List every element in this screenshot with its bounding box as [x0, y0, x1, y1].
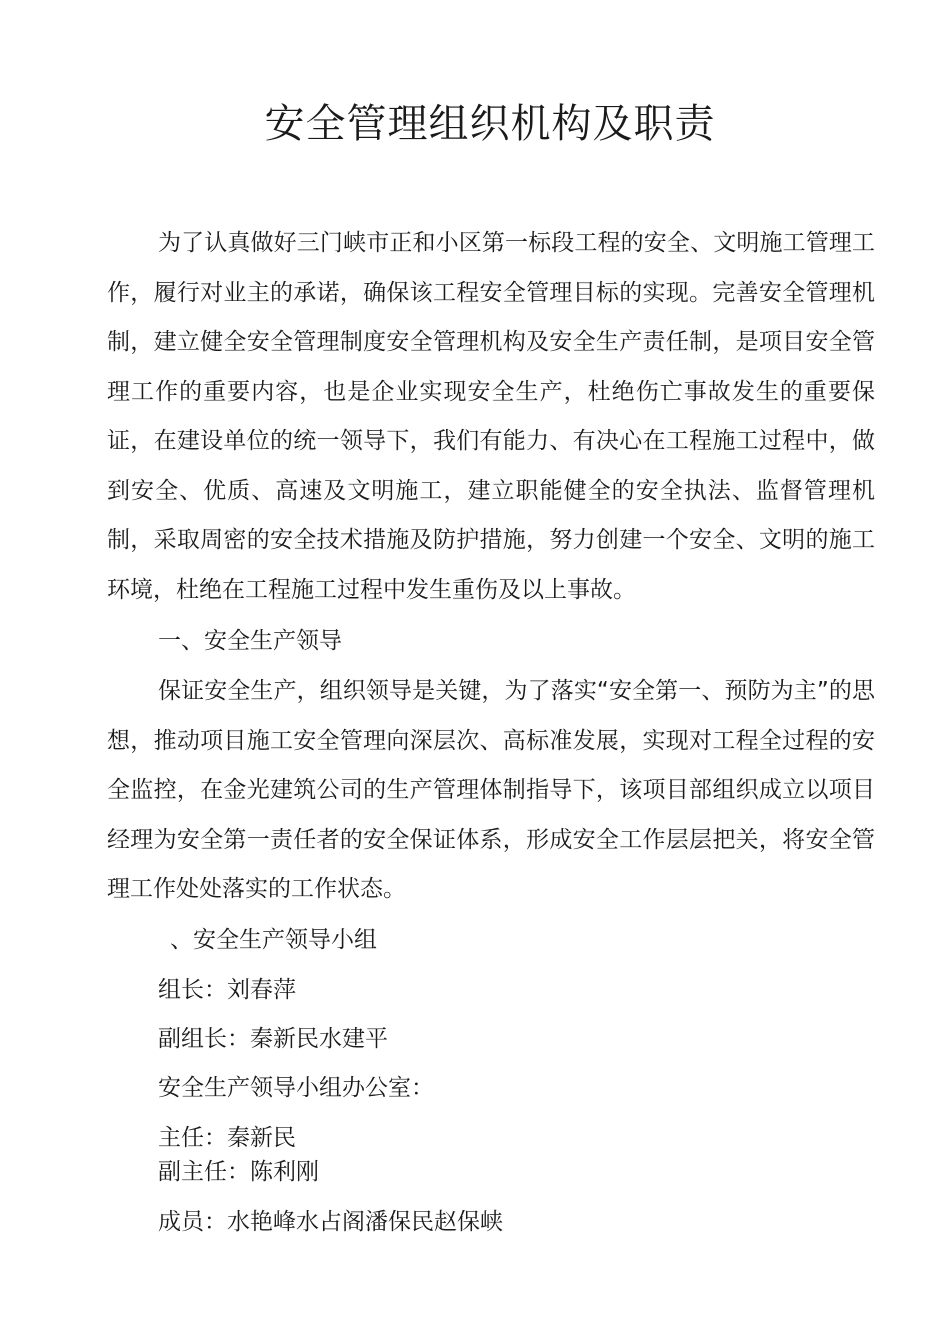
section-heading: 一、安全生产领导	[158, 628, 342, 654]
section-paragraph: 保证安全生产，组织领导是关键，为了落实“安全第一、预防为主”的思想，推动项目施工安全管理向深层次、高标准发展，实现对工程全过程的安全监控，在金光建筑公司的生产管理体制指导下，该项目部组织成立以项目经理为安全第一责任者的安全保证体系，形成安全工作层层把关，将安全管理工作处处落实的工作状态。	[107, 678, 875, 902]
subsection-heading: 、安全生产领导小组	[170, 927, 377, 953]
group-leader-line: 组长：刘春萍	[158, 977, 296, 1003]
deputy-leader-line: 副组长：秦新民水建平	[158, 1026, 388, 1052]
document-title: 安全管理组织机构及职责	[264, 101, 716, 147]
vice-director-line: 副主任：陈利刚	[158, 1159, 319, 1185]
office-heading-line: 安全生产领导小组办公室：	[158, 1075, 434, 1101]
intro-paragraph: 为了认真做好三门峡市正和小区第一标段工程的安全、文明施工管理工作，履行对业主的承诺，确保该工程安全管理目标的实现。完善安全管理机制，建立健全安全管理制度安全管理机构及安全生产责任制，是项目安全管理工作的重要内容，也是企业实现安全生产，杜绝伤亡事故发生的重要保证，在建设单位的统一领导下，我们有能力、有决心在工程施工过程中，做到安全、优质、高速及文明施工，建立职能健全的安全执法、监督管理机制，采取周密的安全技术措施及防护措施，努力创建一个安全、文明的施工环境，杜绝在工程施工过程中发生重伤及以上事故。	[107, 230, 875, 603]
members-line: 成员：水艳峰水占阁潘保民赵保峡	[158, 1209, 503, 1235]
director-line: 主任：秦新民	[158, 1125, 296, 1151]
